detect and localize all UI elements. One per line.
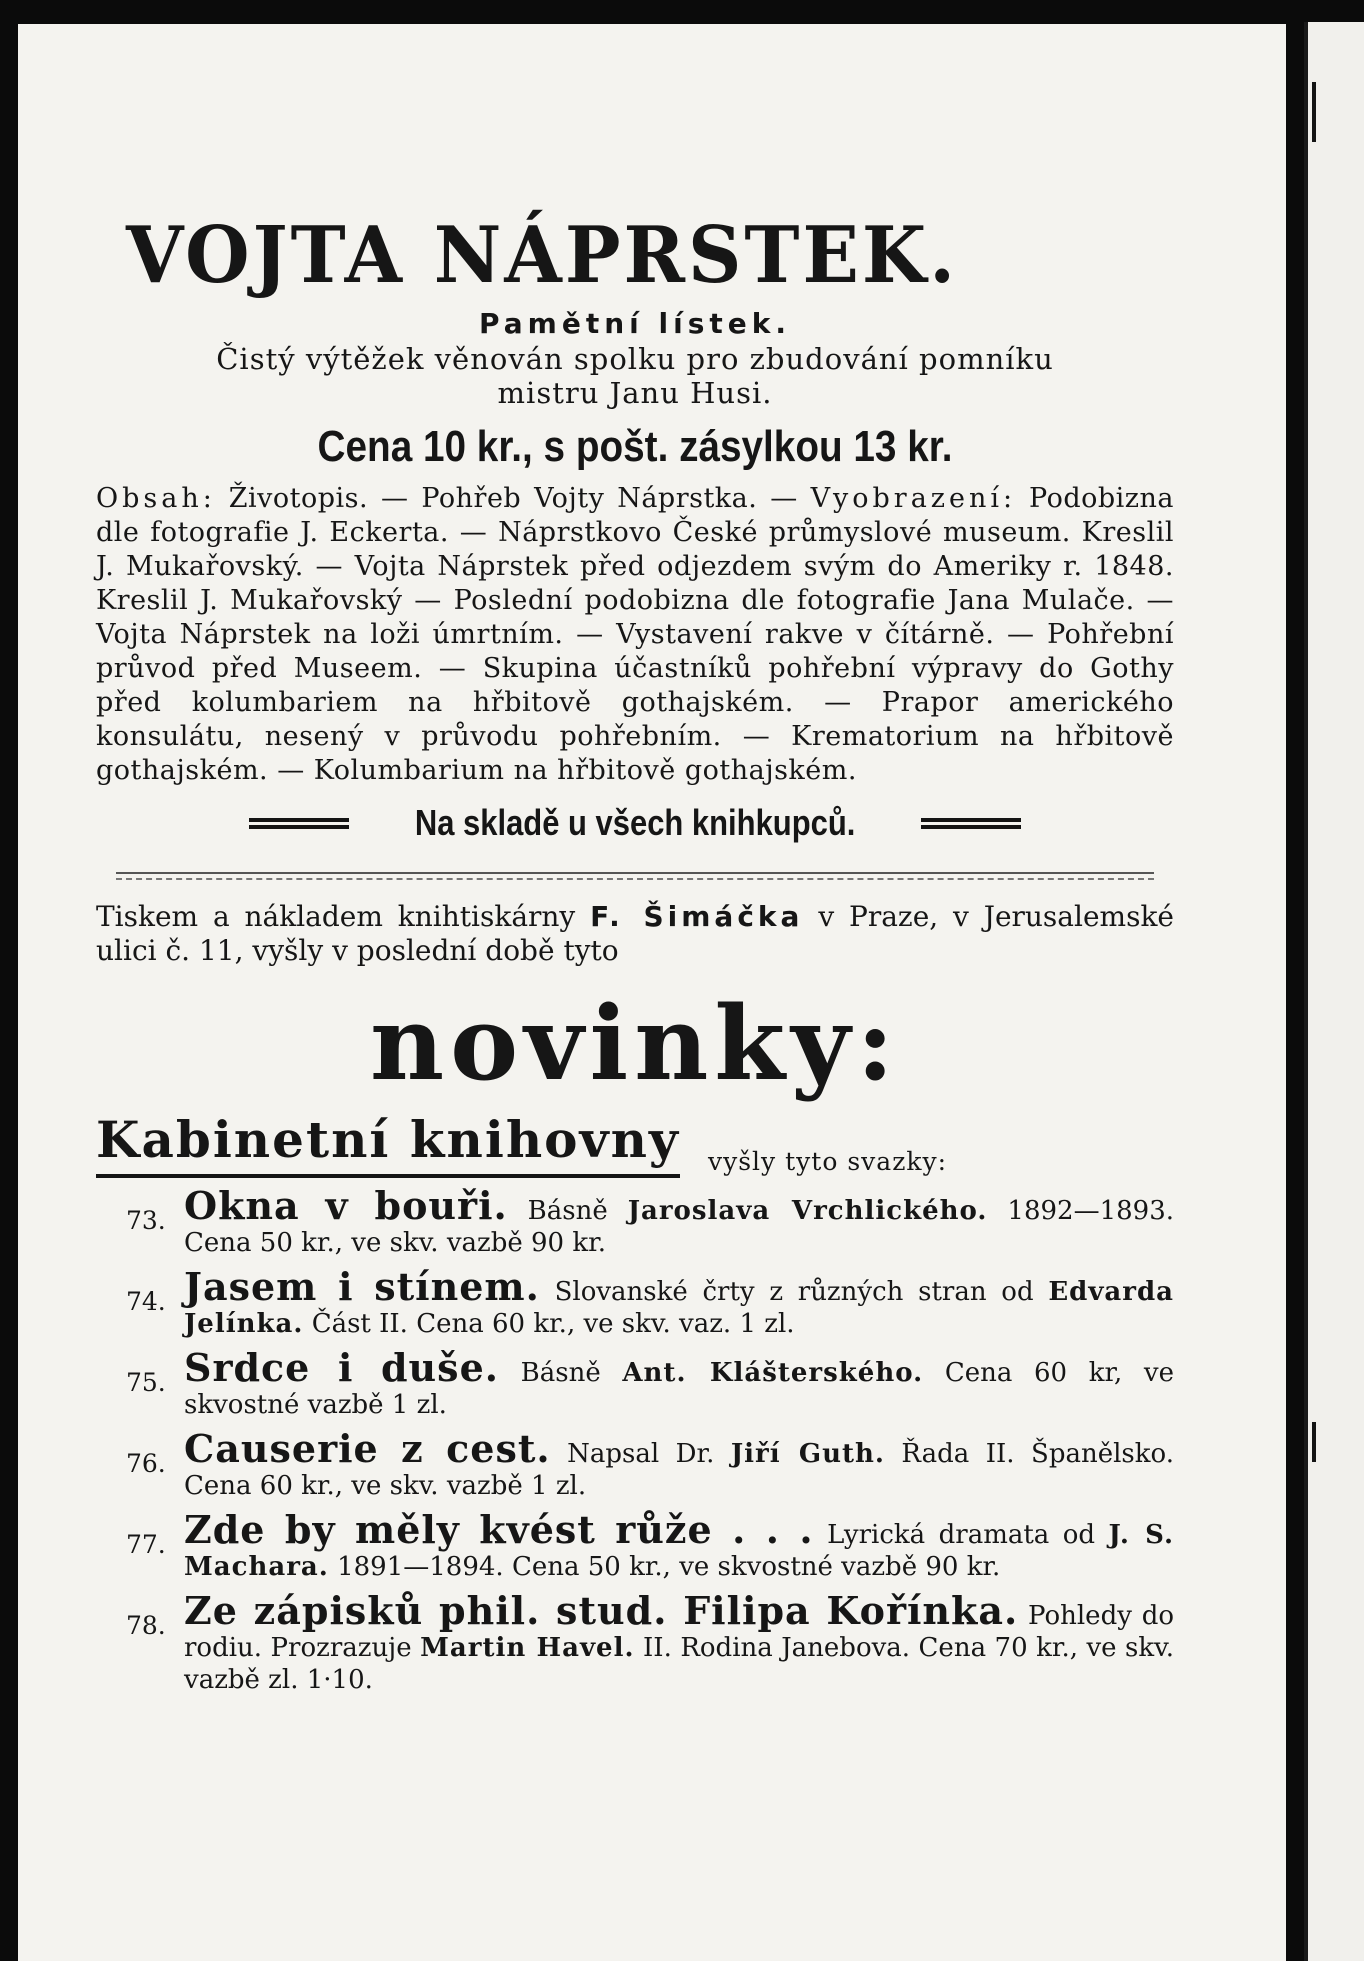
item-title: Ze zápisků phil. stud. Filipa Kořínka. (184, 1588, 1019, 1633)
item-body (184, 1345, 1174, 1421)
item-title: Causerie z cest. (184, 1426, 551, 1471)
list-item (96, 1183, 1175, 1259)
page-title: VOJTA NÁPRSTEK. (126, 210, 958, 302)
item-pre: Lyrická dramata od (827, 1520, 1096, 1550)
item-rest: 1891—1894. Cena 50 kr., ve skvostné vazbě 90 kr. (337, 1552, 1001, 1582)
contents-paragraph (96, 482, 1174, 788)
stock-note-row (96, 802, 1174, 844)
item-pre: Napsal Dr. (567, 1439, 715, 1469)
item-title: Srdce i duše. (184, 1345, 499, 1390)
list-item (96, 1507, 1175, 1583)
item-body (184, 1507, 1175, 1583)
double-rule-left (249, 818, 349, 829)
contents-label: Obsah: (96, 483, 216, 514)
item-author: Edvarda Jelínka. (184, 1277, 1175, 1339)
cabinet-heading-row (96, 1110, 1174, 1178)
printer-firm: F. Šimáčka (590, 900, 804, 933)
item-title: Okna v bouři. (184, 1183, 508, 1228)
item-number: 76. (126, 1449, 166, 1478)
item-number: 78. (126, 1611, 166, 1640)
double-rule-right (921, 818, 1021, 829)
item-title: Zde by měly kvést růže . . . (184, 1507, 814, 1552)
item-rest: Řada II. Španělsko. Cena 60 kr., ve skv. vazbě 1 zl. (184, 1439, 1174, 1501)
advertisement-content (96, 174, 1174, 1696)
dedication-line-2: mistru Janu Husi. (497, 376, 773, 410)
item-pre: Básně (520, 1358, 601, 1388)
images-label: Vyobrazení: (810, 483, 1017, 514)
dedication (96, 342, 1174, 410)
book-list (96, 1183, 1175, 1696)
item-pre: Básně (527, 1196, 608, 1226)
list-item (96, 1426, 1174, 1502)
item-number: 74. (126, 1287, 166, 1316)
dedication-line-1: Čistý výtěžek věnován spolku pro zbudování pomníku (216, 342, 1054, 376)
printer-rest: v Praze, v Jerusalemské ulici č. 11, vyšly v poslední době tyto (96, 900, 1174, 967)
item-author: Martin Havel. (420, 1633, 635, 1663)
page-edge-line (1304, 22, 1308, 1961)
item-pre: Pohledy do rodiu. Prozrazuje (184, 1601, 1174, 1663)
printer-paragraph (96, 900, 1174, 968)
item-rest: 1892—1893. Cena 50 kr., ve skv. vazbě 90 kr. (184, 1196, 1175, 1258)
price-line: Cena 10 kr., s pošt. zásylkou 13 kr. (317, 422, 953, 471)
item-rest: Část II. Cena 60 kr., ve skv. vaz. 1 zl. (311, 1309, 795, 1339)
item-author: Jaroslava Vrchlického. (627, 1196, 988, 1226)
adjacent-page-edge (1304, 22, 1364, 1961)
item-body (184, 1183, 1175, 1259)
item-author: Jiří Guth. (730, 1439, 885, 1469)
item-author: Ant. Klášterského. (622, 1358, 924, 1388)
cabinet-title: Kabinetní knihovny (96, 1110, 680, 1178)
item-author: J. S. Machara. (184, 1520, 1175, 1582)
item-number: 77. (126, 1530, 166, 1559)
margin-mark (1312, 1422, 1316, 1462)
novinky-heading: novinky: (370, 984, 900, 1104)
item-title: Jasem i stínem. (184, 1264, 540, 1309)
list-item (96, 1345, 1174, 1421)
item-rest: Cena 60 kr, ve skvostné vazbě 1 zl. (184, 1358, 1174, 1420)
document-page (18, 24, 1286, 1961)
item-body (184, 1426, 1174, 1502)
item-number: 75. (126, 1368, 166, 1397)
item-pre: Slovanské črty z různých stran od (554, 1277, 1034, 1307)
item-rest: II. Rodina Janebova. Cena 70 kr., ve skv. vazbě zl. 1·10. (184, 1633, 1174, 1695)
contents-text-2: Podobizna dle fotografie J. Eckerta. — Náprstkovo České průmyslové museum. Kreslil J. Mukařovský. — Vojta Náprstek před odjezdem svým do Ameriky r. 1848. Kreslil J. Mukařovský — Poslední podobizna dle fotografie Jana Mulače. — Vojta Náprstek na loži úmrtním. — Vystavení rakve v čítárně. — Pohřební průvod před Museem. — Skupina účastníků pohřební výpravy do Gothy před kolumbariem na hřbitově gothajském. — Prapor amerického konsulátu, nesený v průvodu pohřebním. — Krematorium na hřbitově gothajském. — Kolumbarium na hřbitově gothajském. (96, 483, 1174, 786)
margin-mark (1312, 82, 1316, 142)
contents-text-1: Životopis. — Pohřeb Vojty Náprstka. — (228, 483, 798, 514)
divider-dashed (116, 878, 1154, 880)
item-number: 73. (126, 1206, 166, 1235)
printer-intro: Tiskem a nákladem knihtiskárny (96, 900, 576, 933)
item-body (184, 1588, 1174, 1696)
subtitle: Pamětní lístek. (479, 307, 791, 340)
list-item (96, 1588, 1174, 1696)
item-body (184, 1264, 1175, 1340)
stock-note: Na skladě u všech knihkupců. (414, 802, 856, 843)
divider (116, 872, 1154, 874)
cabinet-note: vyšly tyto svazky: (707, 1147, 948, 1176)
list-item (96, 1264, 1175, 1340)
